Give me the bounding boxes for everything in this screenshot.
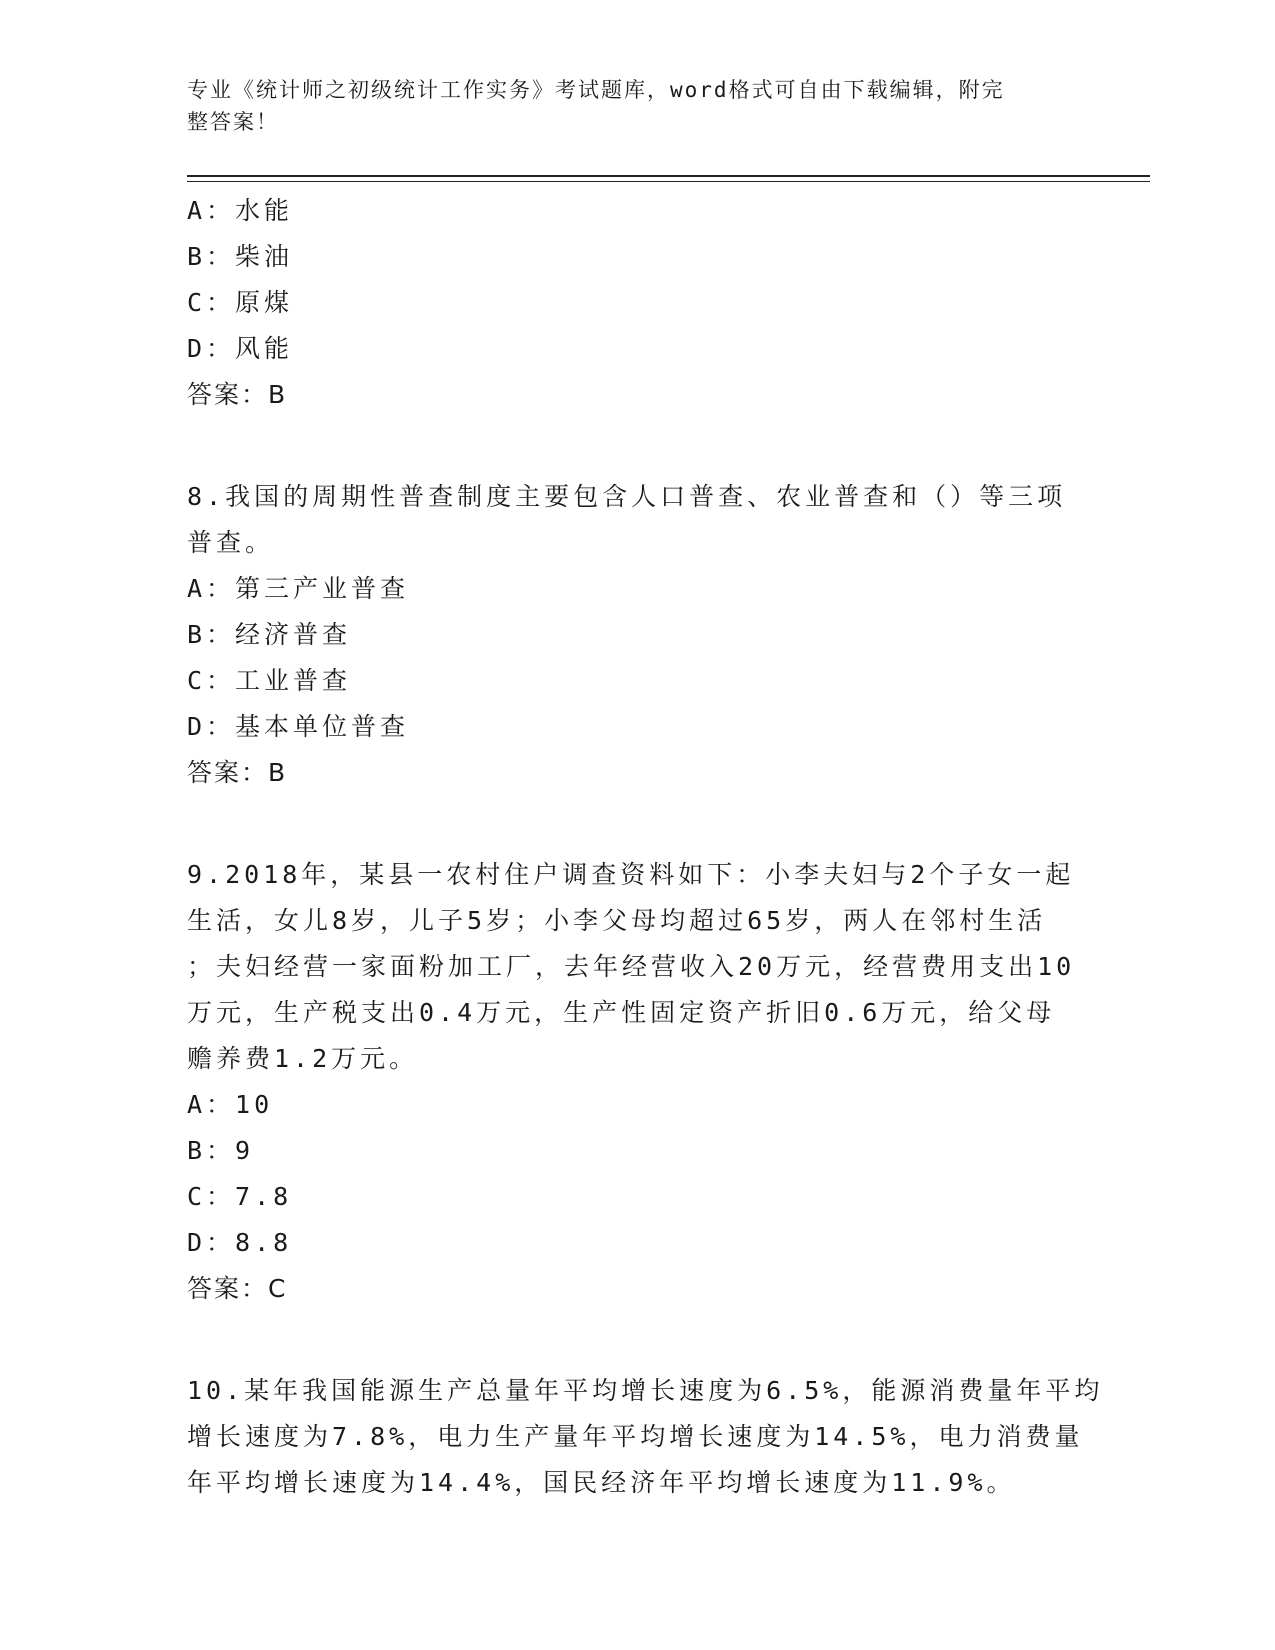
question-8-block: [187, 474, 1087, 796]
answer-line: 答案：C: [187, 1274, 288, 1303]
page-header: [187, 74, 1067, 138]
answer-line: 答案：B: [187, 380, 288, 409]
question-7-block: [187, 188, 1087, 418]
option-d: D：8.8: [187, 1228, 293, 1257]
question-text-line: ；夫妇经营一家面粉加工厂，去年经营收入20万元，经营费用支出10: [187, 952, 1076, 981]
spacer: [187, 1312, 1087, 1368]
question-text-line: 生活，女儿8岁，儿子5岁；小李父母均超过65岁，两人在邻村生活: [187, 906, 1047, 935]
question-text-line: 8.我国的周期性普查制度主要包含人口普查、农业普查和（）等三项: [187, 482, 1067, 511]
option-a: A：10: [187, 1090, 274, 1119]
question-10-block: [187, 1368, 1104, 1506]
header-divider-thin: [187, 181, 1150, 182]
header-line-2: 整答案！: [187, 110, 279, 134]
question-text-line: 年平均增长速度为14.4%，国民经济年平均增长速度为11.9%。: [187, 1468, 1016, 1497]
header-divider-thick: [187, 175, 1150, 177]
question-text-line: 增长速度为7.8%，电力生产量年平均增长速度为14.5%，电力消费量: [187, 1422, 1084, 1451]
question-text-line: 万元，生产税支出0.4万元，生产性固定资产折旧0.6万元，给父母: [187, 998, 1056, 1027]
question-text-line: 9.2018年，某县一农村住户调查资料如下：小李夫妇与2个子女一起: [187, 860, 1075, 889]
question-text-line: 10.某年我国能源生产总量年平均增长速度为6.5%，能源消费量年平均: [187, 1376, 1104, 1405]
option-c: C：7.8: [187, 1182, 293, 1211]
option-a: A：水能: [187, 196, 294, 225]
header-line-1: 专业《统计师之初级统计工作实务》考试题库，word格式可自由下载编辑，附完: [187, 78, 1005, 102]
question-9-block: [187, 852, 1087, 1312]
option-d: D：风能: [187, 334, 294, 363]
spacer: [187, 796, 1087, 852]
option-b: B：9: [187, 1136, 255, 1165]
option-a: A：第三产业普查: [187, 574, 410, 603]
option-b: B：经济普查: [187, 620, 352, 649]
option-c: C：工业普查: [187, 666, 352, 695]
question-text-line: 普查。: [187, 528, 275, 557]
question-list: [187, 188, 1104, 1506]
question-text-line: 赡养费1.2万元。: [187, 1044, 419, 1073]
spacer: [187, 418, 1087, 474]
option-c: C：原煤: [187, 288, 294, 317]
option-d: D：基本单位普查: [187, 712, 410, 741]
answer-line: 答案：B: [187, 758, 288, 787]
option-b: B：柴油: [187, 242, 294, 271]
